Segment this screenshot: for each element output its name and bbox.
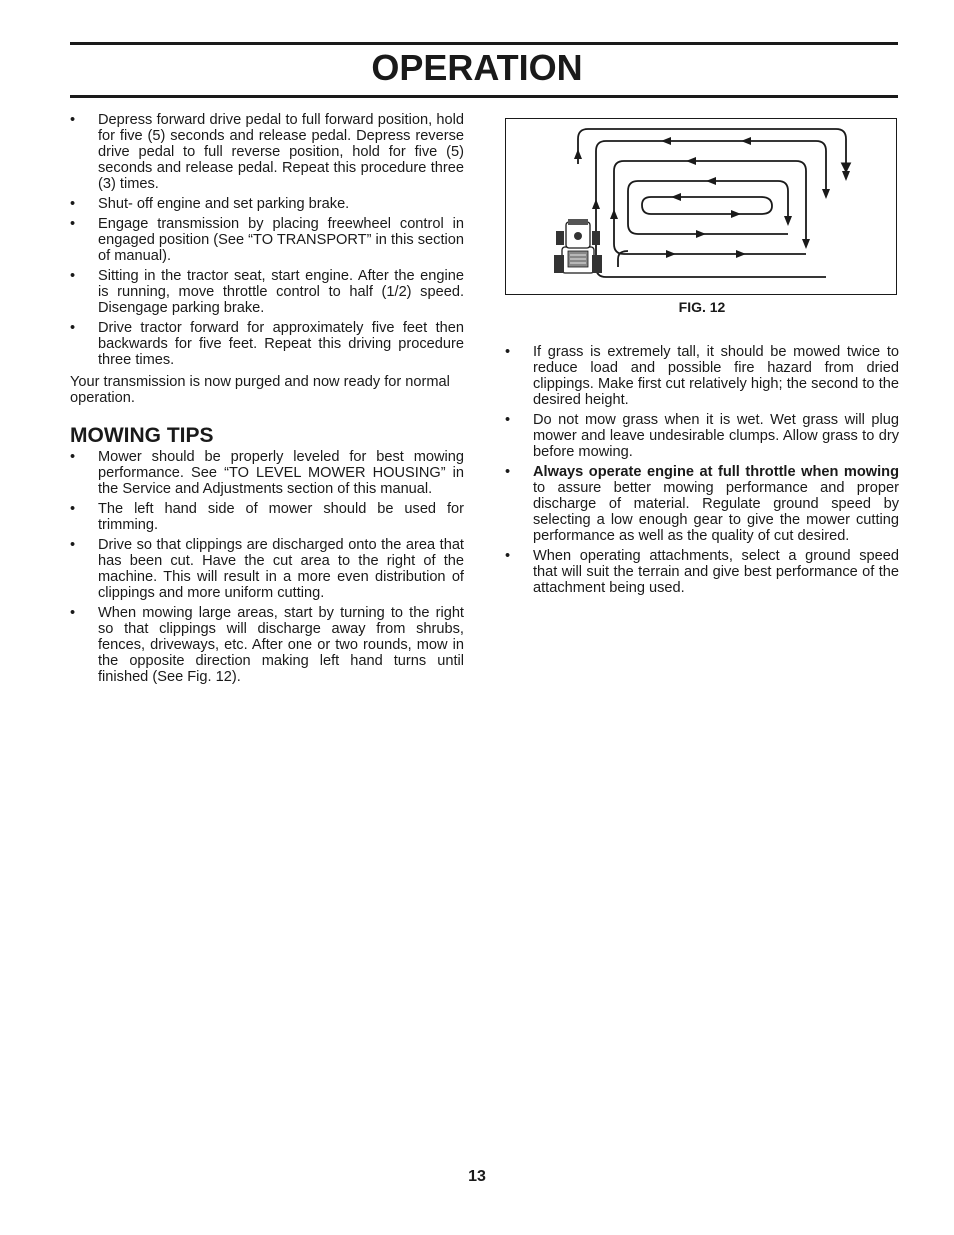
page-number: 13 [468, 1168, 486, 1185]
tractor-icon [554, 219, 602, 273]
bullet-glyph: • [70, 196, 76, 212]
list-item-emphasis: Always operate engine at full throttle when mowing [533, 464, 899, 480]
mowing-pattern-diagram [506, 119, 898, 296]
list-item [70, 449, 464, 497]
mowing-path [578, 129, 846, 277]
list-item [505, 464, 899, 544]
left-column [70, 112, 464, 689]
list-item [505, 344, 899, 408]
list-item-text: Depress forward drive pedal to full forward position, hold for five (5) seconds and release pedal. Depress reverse drive pedal to full reverse position, hold for five (5) seconds and release pedal. Repeat this procedure three (3) times. [98, 112, 464, 192]
mowing-pattern-figure [505, 118, 897, 295]
bullet-glyph: • [505, 548, 511, 564]
list-item-text: Sitting in the tractor seat, start engine. After the engine is running, move throttle control to half (1/2) speed. Disengage parking brake. [98, 268, 464, 316]
list-item-text: When operating attachments, select a ground speed that will suit the terrain and give best performance of the attachment being used. [533, 548, 899, 596]
right-column [505, 112, 899, 600]
bullet-glyph: • [70, 605, 76, 621]
list-item-text: Do not mow grass when it is wet. Wet grass will plug mower and leave undesirable clumps. Allow grass to dry before mowing. [533, 412, 899, 460]
list-item-text: Drive so that clippings are discharged onto the area that has been cut. Have the cut area to the right of the machine. This will result in a more even distribution of clippings and more uniform cutting. [98, 537, 464, 601]
bullet-glyph: • [505, 344, 511, 360]
bullet-glyph: • [70, 449, 76, 465]
list-item-text: If grass is extremely tall, it should be mowed twice to reduce load and possible fire hazard from dried clippings. Make first cut relatively high; the second to the desired height. [533, 344, 899, 408]
header-rule-bottom [70, 95, 898, 98]
list-item-text: When mowing large areas, start by turning to the right so that clippings will discharge away from shrubs, fences, driveways, etc. After one or two rounds, mow in the opposite direction making left hand turns until finished (See Fig. 12). [98, 605, 464, 685]
list-item [505, 412, 899, 460]
bullet-glyph: • [505, 464, 511, 480]
bullet-glyph: • [70, 320, 76, 336]
list-item [70, 196, 464, 212]
page-title: OPERATION [371, 47, 583, 88]
bullet-glyph: • [70, 112, 76, 128]
bullet-glyph: • [70, 537, 76, 553]
list-item [70, 268, 464, 316]
list-item-text: Shut- off engine and set parking brake. [98, 196, 350, 212]
list-item [505, 548, 899, 596]
section-heading-mowing-tips: MOWING TIPS [70, 424, 214, 447]
header-rule-top [70, 42, 898, 45]
list-item-text: Drive tractor forward for approximately five feet then backwards for five feet. Repeat this driving procedure three times. [98, 320, 464, 368]
list-item [70, 112, 464, 192]
bullet-glyph: • [505, 412, 511, 428]
list-item [70, 501, 464, 533]
mowing-advice-list [505, 344, 899, 596]
list-item-text: Mower should be properly leveled for best mowing performance. See “TO LEVEL MOWER HOUSING” in the Service and Adjustments section of this manual. [98, 449, 464, 497]
list-item [70, 216, 464, 264]
bullet-glyph: • [70, 501, 76, 517]
bullet-glyph: • [70, 268, 76, 284]
bullet-glyph: • [70, 216, 76, 232]
procedure-list [70, 112, 464, 368]
list-item-text: to assure better mowing performance and proper discharge of material. Regulate ground speed by selecting a low enough gear to give the mower cutting performance as well as the quality of cut desired. [533, 480, 899, 544]
list-item [70, 537, 464, 601]
mowing-tips-list [70, 449, 464, 685]
list-item [70, 605, 464, 685]
list-item [70, 320, 464, 368]
figure-caption: FIG. 12 [678, 299, 726, 315]
list-item-text: Engage transmission by placing freewheel control in engaged position (See “TO TRANSPORT” in this section of manual). [98, 216, 464, 264]
ready-paragraph: Your transmission is now purged and now ready for normal operation. [70, 374, 450, 406]
list-item-text: The left hand side of mower should be used for trimming. [98, 501, 464, 533]
